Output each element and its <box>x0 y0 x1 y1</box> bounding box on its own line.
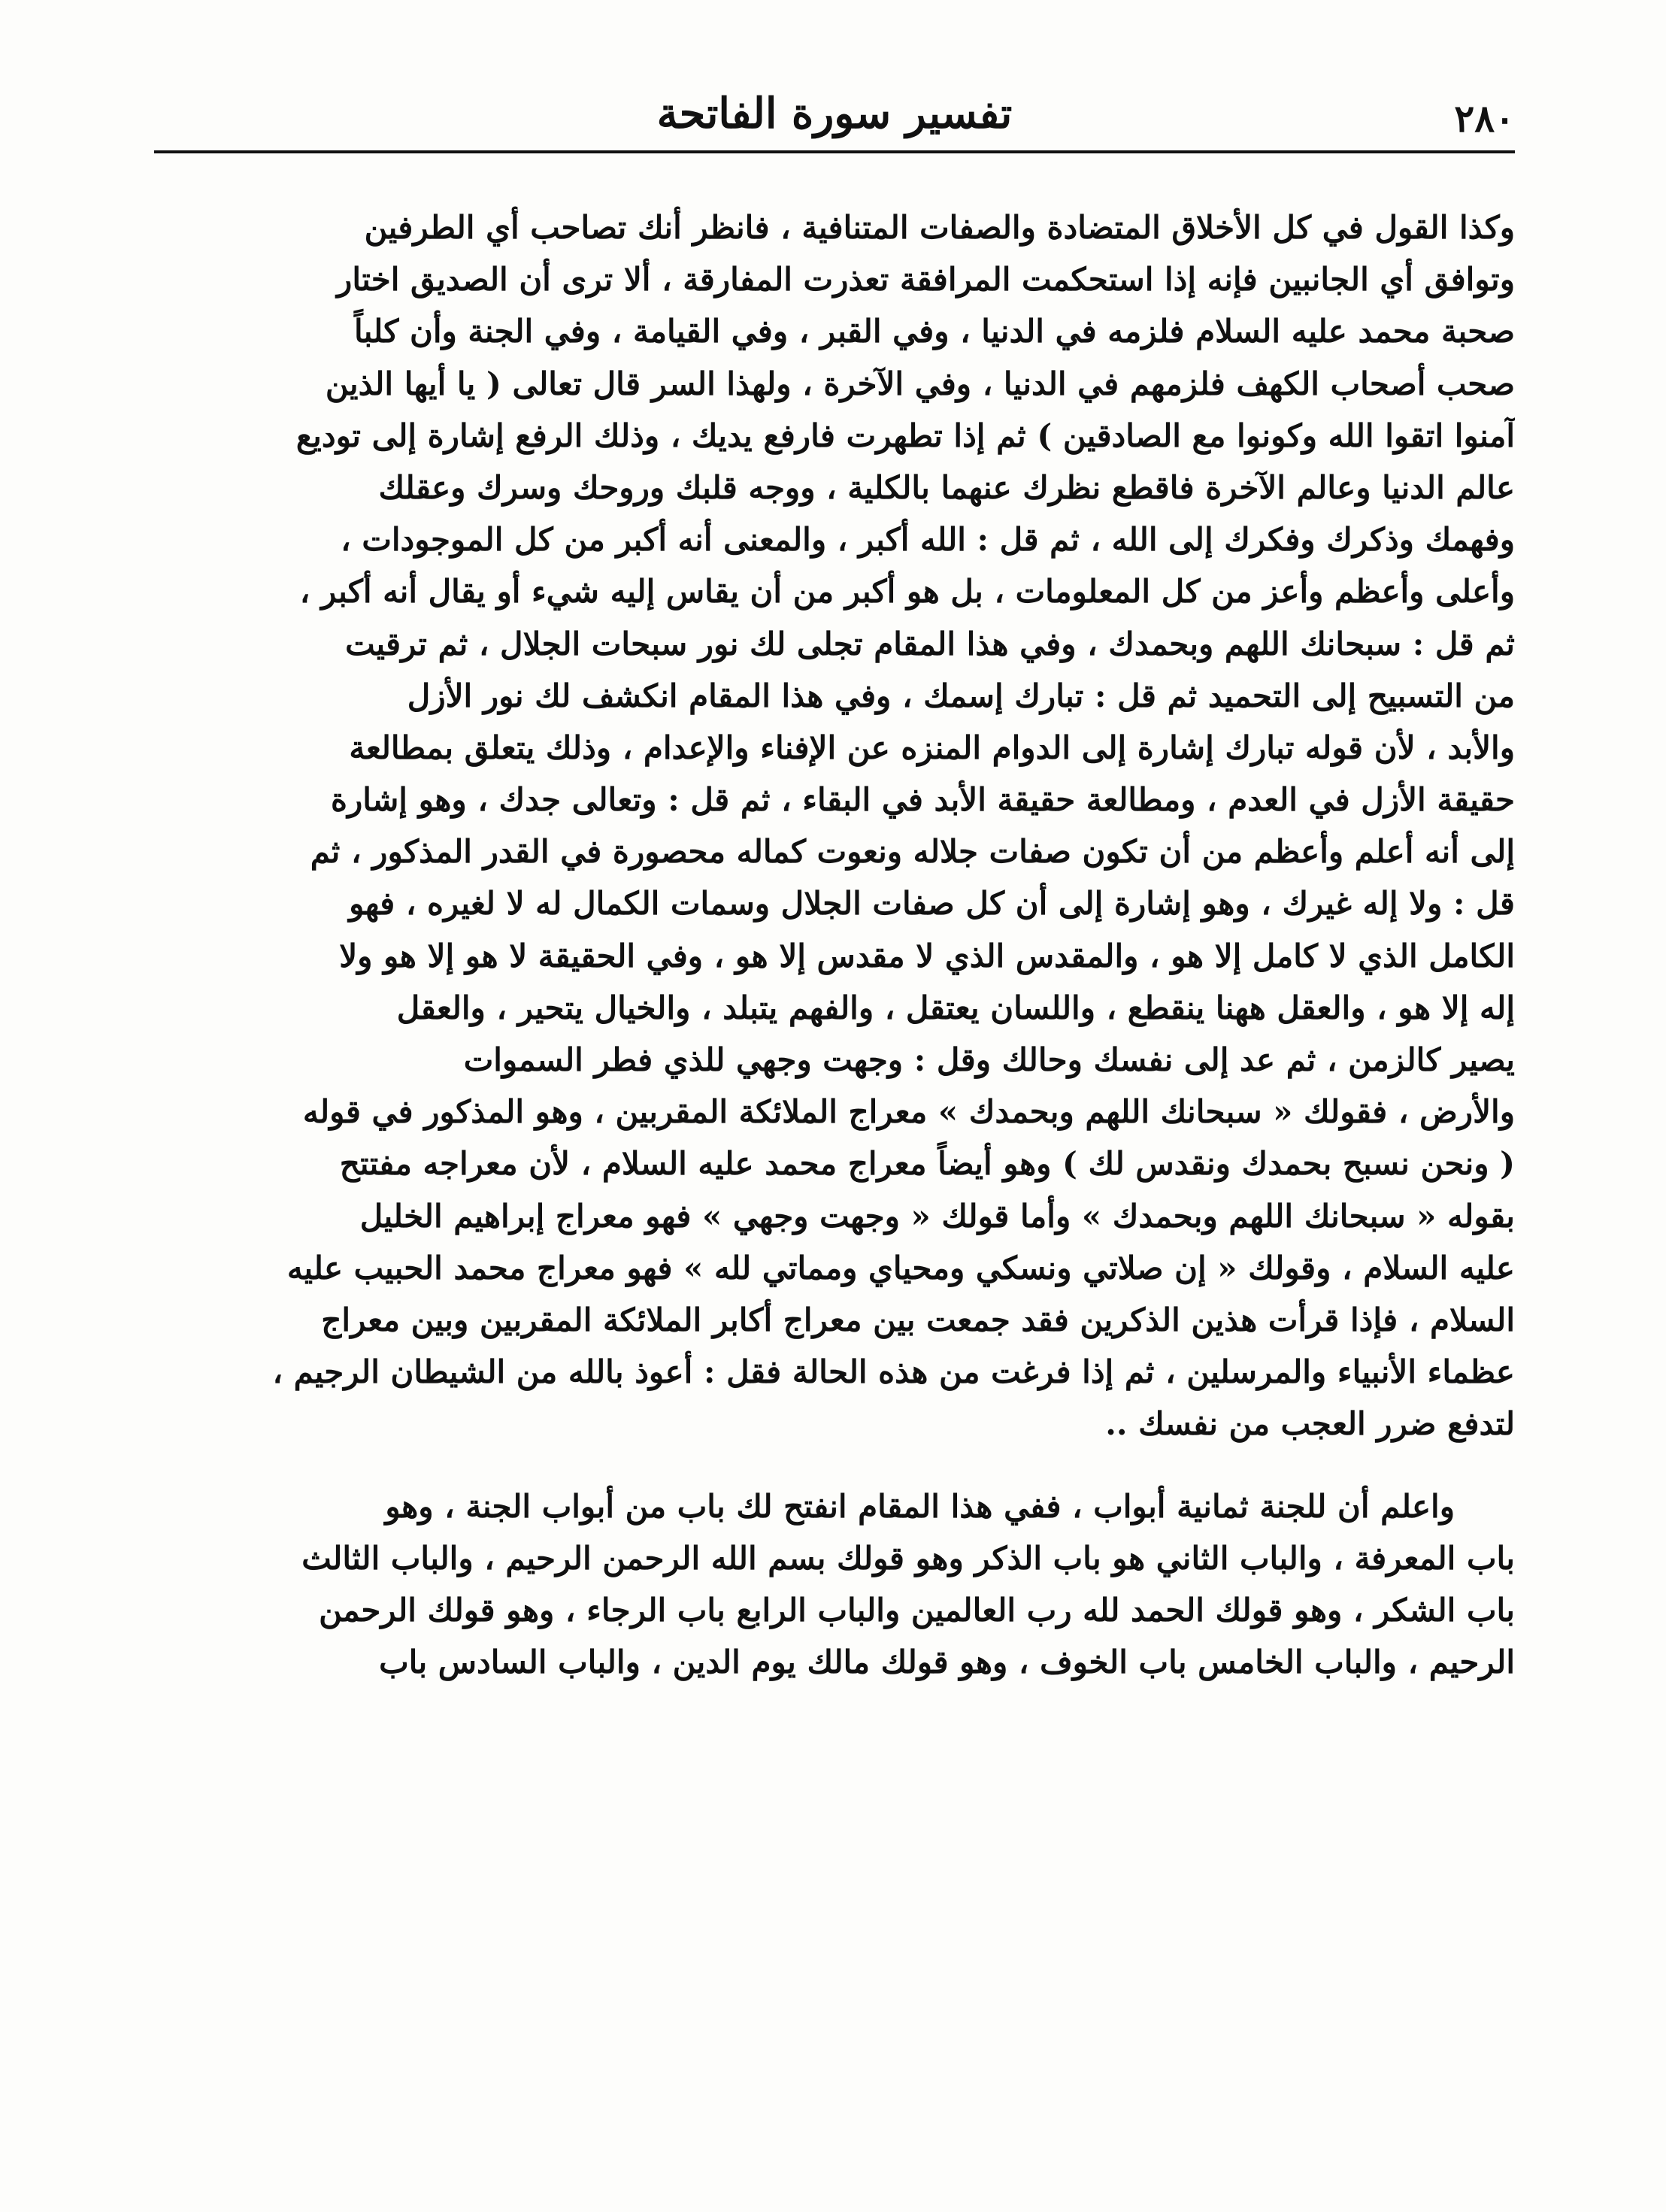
running-title: تفسير سورة الفاتحة <box>656 89 1013 138</box>
text-line: وفهمك وذكرك وفكرك إلى الله ، ثم قل : الله أكبر ، والمعنى أنه أكبر من كل الموجودات ، <box>341 521 1515 559</box>
text-line: وكذا القول في كل الأخلاق المتضادة والصفات المتنافية ، فانظر أنك تصاحب أي الطرفين <box>364 209 1515 246</box>
text-line: بقوله « سبحانك اللهم وبحمدك » وأما قولك « وجهت وجهي » فهو معراج إبراهيم الخليل <box>359 1197 1515 1235</box>
text-line: باب المعرفة ، والباب الثاني هو باب الذكر وهو قولك بسم الله الرحمن الرحيم ، والباب الثالث <box>301 1539 1515 1577</box>
text-line: واعلم أن للجنة ثمانية أبواب ، ففي هذا المقام انفتح لك باب من أبواب الجنة ، وهو <box>385 1487 1455 1525</box>
paragraph-2 <box>154 1480 1515 1689</box>
text-line: إلى أنه أعلم وأعظم من أن تكون صفات جلاله ونعوت كماله محصورة في القدر المذكور ، ثم <box>310 833 1515 871</box>
text-line: والأبد ، لأن قوله تبارك إشارة إلى الدوام المنزه عن الإفناء والإعدام ، وذلك يتعلق بمطالعة <box>349 729 1515 766</box>
text-line: صحب أصحاب الكهف فلزمهم في الدنيا ، وفي الآخرة ، ولهذا السر قال تعالى ( يا أيها الذين <box>325 365 1515 402</box>
text-line: ( ونحن نسبح بحمدك ونقدس لك ) وهو أيضاً معراج محمد عليه السلام ، لأن معراجه مفتتح <box>339 1145 1515 1183</box>
text-line: إله إلا هو ، والعقل ههنا ينقطع ، واللسان يعتقل ، والفهم يتبلد ، والخيال يتحير ، والعقل <box>396 989 1515 1026</box>
text-line: باب الشكر ، وهو قولك الحمد لله رب العالمين والباب الرابع باب الرجاء ، وهو قولك الرحمن <box>319 1591 1515 1629</box>
text-line: حقيقة الأزل في العدم ، ومطالعة حقيقة الأبد في البقاء ، ثم قل : وتعالى جدك ، وهو إشارة <box>331 781 1515 819</box>
text-line: الكامل الذي لا كامل إلا هو ، والمقدس الذي لا مقدس إلا هو ، وفي الحقيقة لا هو إلا هو ولا <box>339 937 1515 974</box>
text-line: يصير كالزمن ، ثم عد إلى نفسك وحالك وقل : وجهت وجهي للذي فطر السموات <box>463 1041 1515 1078</box>
text-line: من التسبيح إلى التحميد ثم قل : تبارك إسمك ، وفي هذا المقام انكشف لك نور الأزل <box>407 677 1515 714</box>
text-line: وأعلى وأعظم وأعز من كل المعلومات ، بل هو أكبر من أن يقاس إليه شيء أو يقال أنه أكبر ، <box>299 573 1515 611</box>
text-line: والأرض ، فقولك « سبحانك اللهم وبحمدك » معراج الملائكة المقربين ، وهو المذكور في قوله <box>302 1093 1515 1131</box>
text-line: السلام ، فإذا قرأت هذين الذكرين فقد جمعت بين معراج أكابر الملائكة المقربين وبين معراج <box>321 1301 1515 1338</box>
header-divider <box>154 150 1515 153</box>
paragraph-spacer <box>154 1450 1515 1480</box>
text-line: عظماء الأنبياء والمرسلين ، ثم إذا فرغت من هذه الحالة فقل : أعوذ بالله من الشيطان الرجيم ، <box>272 1353 1515 1391</box>
page-number: ٢٨٠ <box>1454 96 1515 141</box>
text-line: آمنوا اتقوا الله وكونوا مع الصادقين ) ثم إذا تطهرت فارفع يديك ، وذلك الرفع إشارة إلى توديع <box>295 417 1515 454</box>
paragraph-1 <box>154 202 1515 1450</box>
text-line: قل : ولا إله غيرك ، وهو إشارة إلى أن كل صفات الجلال وسمات الكمال له لا لغيره ، فهو <box>349 885 1515 923</box>
text-line: ثم قل : سبحانك اللهم وبحمدك ، وفي هذا المقام تجلى لك نور سبحات الجلال ، ثم ترقيت <box>345 625 1515 662</box>
text-line: لتدفع ضرر العجب من نفسك .. <box>1105 1405 1515 1443</box>
text-line: وتوافق أي الجانبين فإنه إذا استحكمت المرافقة تعذرت المفارقة ، ألا ترى أن الصديق اختار <box>337 261 1515 298</box>
text-line: عالم الدنيا وعالم الآخرة فاقطع نظرك عنهما بالكلية ، ووجه قلبك وروحك وسرك وعقلك <box>378 468 1515 506</box>
body-text <box>154 202 1515 1688</box>
text-line: عليه السلام ، وقولك « إن صلاتي ونسكي ومحياي ومماتي لله » فهو معراج محمد الحبيب عليه <box>286 1249 1515 1286</box>
text-line: صحبة محمد عليه السلام فلزمه في الدنيا ، وفي القبر ، وفي القيامة ، وفي الجنة وأن كلباً <box>353 313 1515 350</box>
text-line: الرحيم ، والباب الخامس باب الخوف ، وهو قولك مالك يوم الدين ، والباب السادس باب <box>379 1644 1515 1681</box>
page-header <box>154 68 1515 158</box>
